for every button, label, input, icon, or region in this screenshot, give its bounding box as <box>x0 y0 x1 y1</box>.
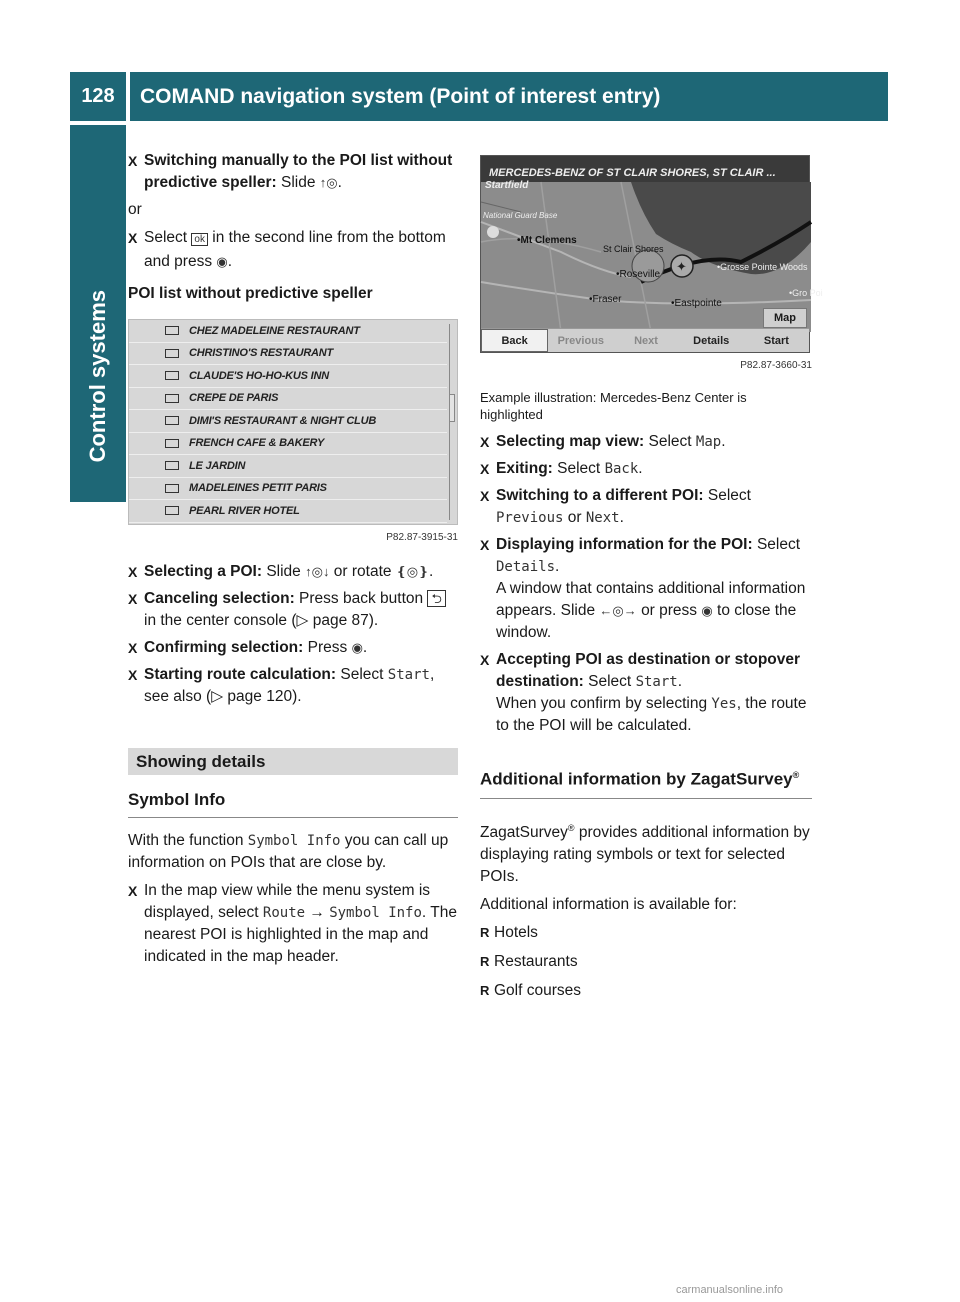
step-heading: Confirming selection: <box>144 639 304 656</box>
place-label: •Roseville <box>616 269 661 280</box>
bullet-icon: R <box>480 953 490 969</box>
menu-term: Symbol Info <box>247 833 341 849</box>
step-text: to close the window. <box>496 602 797 641</box>
step-text: A window that contains additional information appears. Slide <box>496 580 806 619</box>
map-figure <box>480 155 823 353</box>
list-text: Restaurants <box>494 952 578 970</box>
menu-term: Previous <box>496 510 564 526</box>
map-action-bar <box>481 328 809 352</box>
menu-term: Symbol Info <box>329 905 422 921</box>
step-text: or rotate <box>333 563 392 580</box>
step-text: In the map view while the menu system is displayed, select <box>144 882 431 921</box>
restaurant-icon <box>165 506 179 515</box>
step-text: or press <box>641 602 698 619</box>
step-accepting-poi: X Accepting POI as destination or stopover destination: Select Start. When you confirm by selecting Yes, the route to the POI will be calculated. <box>480 651 807 734</box>
poi-list-item[interactable] <box>129 410 447 433</box>
list-text: Golf courses <box>494 981 582 999</box>
side-tab-label: Control systems <box>85 289 110 462</box>
figure-caption: Example illustration: Mercedes-Benz Center is highlighted <box>480 390 747 422</box>
step-text: , see also (▷ page 120). <box>144 666 435 705</box>
place-label: •Mt Clemens <box>517 235 577 246</box>
menu-term: Next <box>585 510 620 526</box>
poi-list-item[interactable] <box>129 478 447 501</box>
restaurant-icon <box>165 349 179 358</box>
paragraph <box>128 830 458 874</box>
watermark: carmanualsonline.info <box>676 1284 784 1296</box>
step-canceling <box>128 588 458 632</box>
place-label: Startfield <box>485 180 529 191</box>
step-exiting: X Exiting: Select Back. <box>480 458 812 480</box>
text: With the function <box>128 832 244 849</box>
restaurant-icon <box>165 416 179 425</box>
step-text: When you confirm by selecting <box>496 695 708 712</box>
step-heading: Selecting a POI: <box>144 563 263 580</box>
step-switching-poi: X Switching to a different POI: Select Previous or Next. <box>480 487 751 526</box>
step-text: in the second line from the bottom and press <box>144 229 446 270</box>
step-arrow-icon: X <box>128 230 138 246</box>
step-text: Select <box>648 433 692 450</box>
restaurant-icon <box>165 326 179 335</box>
map-view[interactable] <box>481 180 823 332</box>
step-heading: Switching to a different POI: <box>496 487 704 504</box>
scrollbar[interactable] <box>449 324 455 520</box>
map-button[interactable]: Map <box>763 308 807 328</box>
registered-mark: ® <box>567 822 575 833</box>
step-text: Select <box>588 673 632 690</box>
step-heading: Canceling selection: <box>144 590 295 607</box>
step-displaying-info: X Displaying information for the POI: Select Details. A window that contains additional information appears. Slide ←◎→ or press ◉ to close the window. <box>480 536 806 641</box>
step-arrow-icon: X <box>480 652 490 668</box>
list-item <box>480 980 812 1002</box>
place-label: •Grosse Pointe Woods <box>717 262 808 272</box>
place-label: St Clair Shores <box>603 244 664 254</box>
subsection-title: Symbol Info <box>128 789 458 818</box>
place-label: National Guard Base <box>483 211 558 220</box>
place-label: •Fraser <box>589 294 622 305</box>
previous-button[interactable]: Previous <box>557 334 605 347</box>
list-item <box>480 951 812 973</box>
controller-slide-updown-icon: ↑◎↓ <box>305 564 330 579</box>
step-symbol-info <box>128 880 458 968</box>
step-arrow-icon: X <box>128 153 138 169</box>
controller-rotate-icon: ❴◎❵ <box>395 564 429 579</box>
poi-name: DIMI'S RESTAURANT & NIGHT CLUB <box>189 414 377 427</box>
step-text: Press back button <box>299 590 424 607</box>
text: ZagatSurvey <box>480 823 568 841</box>
step-arrow-icon: X <box>128 640 138 656</box>
step-text: . The nearest POI is highlighted in the map and indicated in the map header. <box>144 904 457 965</box>
right-column <box>480 155 823 1009</box>
step-text: in the center console (▷ page 87). <box>144 612 379 629</box>
poi-list-item[interactable] <box>129 500 447 523</box>
menu-term: Map <box>695 434 722 450</box>
step-text: Select <box>340 666 384 683</box>
side-tab-label-wrap <box>80 125 116 502</box>
place-label: •Gro Poi <box>789 288 823 298</box>
step-confirming: X Confirming selection: Press ◉. <box>128 637 458 659</box>
step-arrow-icon: X <box>128 591 138 607</box>
title-text: Additional information by ZagatSurvey <box>480 769 793 789</box>
press-icon: ◉ <box>701 603 713 618</box>
poi-name: MADELEINES PETIT PARIS <box>189 482 327 495</box>
step-arrow-icon: X <box>480 434 490 450</box>
poi-list-heading: POI list without predictive speller <box>128 285 373 302</box>
poi-list-item[interactable] <box>129 455 447 478</box>
svg-text:✦: ✦ <box>676 260 687 275</box>
page-number: 128 <box>70 72 126 121</box>
section-heading: Showing details <box>128 748 458 775</box>
start-button[interactable]: Start <box>763 334 789 347</box>
step-map-view: X Selecting map view: Select Map. <box>480 431 812 453</box>
step-route-calc <box>128 664 458 708</box>
poi-name: LE JARDIN <box>189 459 246 472</box>
step-text: Select <box>557 460 601 477</box>
step-heading: Selecting map view: <box>496 433 645 450</box>
back-button[interactable]: Back <box>481 329 548 352</box>
poi-list-item[interactable] <box>129 365 447 388</box>
poi-name: CREPE DE PARIS <box>189 392 279 405</box>
restaurant-icon <box>165 439 179 448</box>
controller-slide-lr-icon: ←◎→ <box>599 603 637 618</box>
step-text: or <box>567 509 582 526</box>
restaurant-icon <box>165 461 179 470</box>
menu-term: Yes <box>711 696 737 712</box>
controller-slide-up-icon: ↑◎ <box>319 175 338 190</box>
step-arrow-icon: X <box>480 488 490 504</box>
poi-list-item[interactable] <box>129 320 447 343</box>
poi-list-figure <box>128 319 458 525</box>
left-column <box>128 150 458 973</box>
step-switch-manual: X Switching manually to the POI list without predictive speller: Slide ↑◎. <box>128 152 453 191</box>
step-text: Select <box>756 536 801 553</box>
figure-code: P82.87-3915-31 <box>386 532 458 543</box>
menu-term: Start <box>387 667 430 683</box>
or-text: or <box>128 201 142 218</box>
bullet-icon: R <box>480 982 490 998</box>
step-heading: Accepting POI as destination or stopover destination: <box>496 651 801 690</box>
text: provides additional information by displaying rating symbols or text for selected POIs. <box>480 823 810 885</box>
text: you can call up information on POIs that are close by. <box>128 832 449 871</box>
step-heading: Displaying information for the POI: <box>496 536 753 553</box>
ok-icon: ok <box>191 233 208 246</box>
poi-name: FRENCH CAFE & BAKERY <box>189 437 325 450</box>
menu-term: Details <box>496 559 556 575</box>
arrow-icon: → <box>309 904 325 921</box>
step-arrow-icon: X <box>480 537 490 553</box>
poi-name: CLAUDE'S HO-HO-KUS INN <box>189 369 329 382</box>
step-text: Slide <box>266 563 301 580</box>
restaurant-icon <box>165 394 179 403</box>
details-button[interactable]: Details <box>693 334 730 347</box>
poi-name: PEARL RIVER HOTEL <box>189 504 300 517</box>
poi-list-item[interactable] <box>129 433 447 456</box>
step-arrow-icon: X <box>128 883 138 899</box>
bullet-icon: R <box>480 924 490 940</box>
poi-name: CHRISTINO'S RESTAURANT <box>189 347 334 360</box>
press-icon: ◉ <box>351 640 363 655</box>
step-selecting-poi: X Selecting a POI: Slide ↑◎↓ or rotate ❴◎❵. <box>128 561 458 583</box>
press-icon: ◉ <box>216 254 228 269</box>
menu-term: Route <box>262 905 306 921</box>
figure-code: P82.87-3660-31 <box>740 360 812 371</box>
step-text: , the route to the POI will be calculated. <box>496 695 807 734</box>
list-item <box>480 922 812 944</box>
menu-term: Start <box>635 674 678 690</box>
menu-term: Back <box>604 461 639 477</box>
step-arrow-icon: X <box>128 667 138 683</box>
map-header: MERCEDES-BENZ OF ST CLAIR SHORES, ST CLAIR ... <box>481 156 809 182</box>
step-text: Press <box>307 639 348 656</box>
step-heading: Exiting: <box>496 460 553 477</box>
subsection-title <box>480 763 812 799</box>
step-text: Select <box>144 229 188 246</box>
step-arrow-icon: X <box>480 461 490 477</box>
step-heading: Starting route calculation: <box>144 666 337 683</box>
list-text: Hotels <box>494 923 538 941</box>
paragraph: Additional information is available for: <box>480 895 737 913</box>
step-heading: Switching manually to the POI list without predictive speller: <box>144 152 453 191</box>
poi-list-item[interactable] <box>129 343 447 366</box>
poi-list-item[interactable] <box>129 388 447 411</box>
back-button-icon: ⮌ <box>427 590 445 607</box>
paragraph <box>480 817 812 888</box>
scrollbar-thumb[interactable] <box>449 394 455 422</box>
poi-name: CHEZ MADELEINE RESTAURANT <box>189 324 360 337</box>
next-button[interactable]: Next <box>634 334 658 347</box>
step-text: Select <box>707 487 751 504</box>
registered-mark: ® <box>792 770 800 780</box>
step-select-ok: X Select ok in the second line from the bottom and press ◉. <box>128 229 446 270</box>
restaurant-icon <box>165 371 179 380</box>
restaurant-icon <box>165 484 179 493</box>
step-text: Slide <box>280 174 316 191</box>
step-arrow-icon: X <box>128 564 138 580</box>
chapter-title: COMAND navigation system (Point of interest entry) <box>130 72 888 121</box>
place-label: •Eastpointe <box>671 298 722 309</box>
